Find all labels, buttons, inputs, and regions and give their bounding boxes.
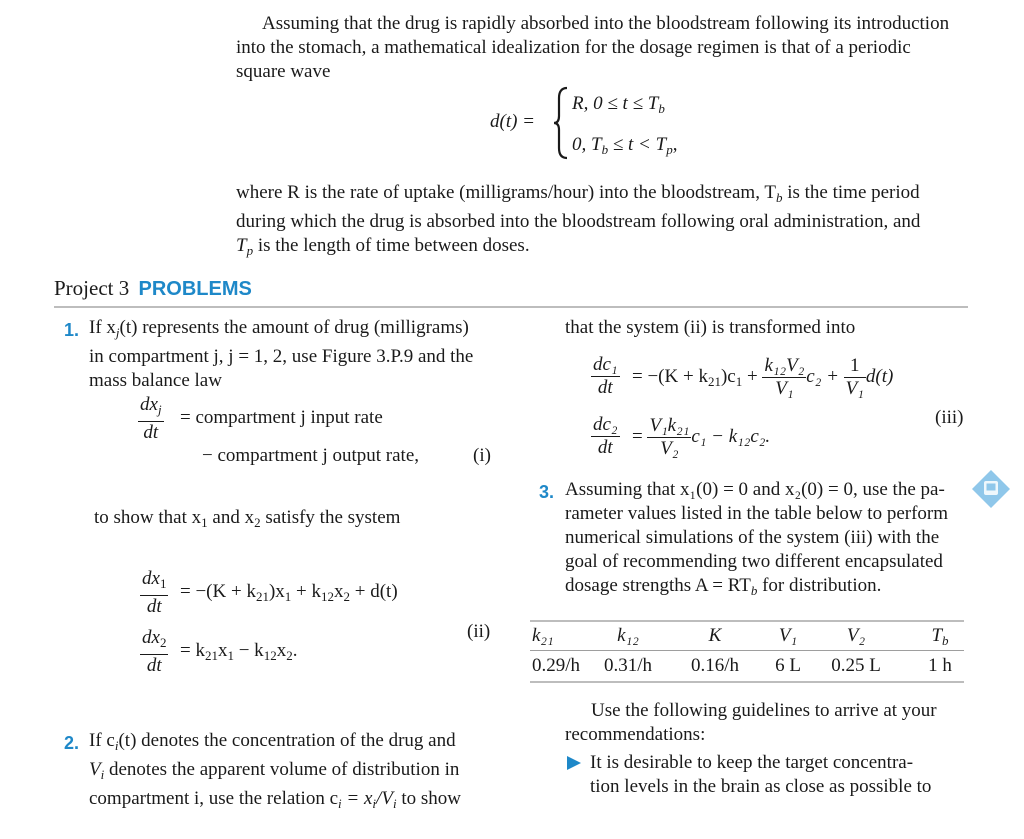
sys1-s2: 1 [284,589,292,604]
sys1-s1: 21 [255,589,269,604]
dt1: dt [597,377,613,398]
sys1-d: x [334,581,344,602]
guideline-bullet-1 [590,751,970,799]
case1-sub: b [658,101,665,116]
sys2-e: . [292,640,298,661]
p2-l3-s2: i [372,796,377,811]
dxj-dt-fraction [138,394,164,444]
dt2: dt [597,437,613,458]
iii1-a: = −(K + k [632,366,708,387]
iii1-frac2-num: 1 [844,355,866,378]
p2-l1-rest: (t) denotes the concentration of the drug and [118,730,456,751]
system-ii-frac-1: $\frac{dx_1}{dt}$ [142,568,167,617]
intro-line-1: Assuming that the drug is rapidly absorbed into the bloodstream following its introduction [262,13,950,34]
table-mid-rule [530,650,964,651]
sys1-s4: 2 [343,589,350,604]
mass-balance-rhs-2: − compartment j output rate, [202,445,420,466]
p3-l5-rest: for distribution. [757,575,882,596]
table-value-cell-0: 0.29/h [532,655,581,676]
sys2-c: − k [233,640,264,661]
where-line-3 [236,234,976,263]
p2-l2-sub: i [100,767,105,782]
problem-1-number: 1. [64,320,80,340]
iii1-d: c₂ + [806,366,839,387]
show-rest: satisfy the system [260,507,401,528]
sys1-b: )x [268,581,285,602]
case2-text: 0, T [572,134,602,155]
sys1-c: + k [291,581,321,602]
system-iii-eq-2: = $\frac{\text{V₁k₂₁}}{\text{V₂}}$ c₁ − k₁₂c₂. [632,415,771,460]
section-title: PROBLEMS [138,278,252,300]
table-value-cell-1: 0.31/h [603,655,653,676]
sys2-s2: 1 [227,648,234,663]
sys2-s3: 12 [263,648,277,663]
bullet-1-line-1: It is desirable to keep the target concentra- [590,752,914,773]
table-value-cell-2: 0.16/h [690,655,740,676]
intro-paragraph [236,12,968,84]
dc1: dc₁ [593,354,618,375]
p1-line-2: in compartment j, j = 1, 2, use Figure 3.P.9 and the [89,346,474,367]
system-iii-eq-1 [632,354,893,405]
p1-line-1 [89,316,493,345]
mass-balance-fraction [138,394,164,444]
guidelines-line-2: recommendations: [565,724,706,745]
dxj-den: dt [143,422,159,443]
problem-2-number: 2. [64,733,80,753]
p1-line-1-a: If x [89,317,116,338]
bullet-arrow-icon [566,755,582,771]
transformed-line: that the system (ii) is transformed into [565,317,856,338]
where-paragraph [236,181,976,263]
p2-l3-a: compartment i, use the relation c [89,788,339,809]
where-line-3-rest: is the length of time between doses. [253,235,530,256]
intro-line-2: into the stomach, a mathematical idealization for the dosage regimen is that of a periodic [236,37,911,58]
p2-line-1 [89,729,493,758]
p2-line-3 [89,787,493,816]
page-marker-icon[interactable] [971,469,1011,509]
show-sub2: 2 [254,515,261,530]
show-a: to show that x [94,507,202,528]
table-header-cell-2: K [708,625,722,646]
p3-line-4: goal of recommending two different encapsulated [565,551,943,572]
p2-l3-rest: to show [396,788,461,809]
bullet-1-line-2: tion levels in the brain as close as possible to [590,776,932,797]
p3-line-5 [565,574,969,603]
p2-l3-mid2: /V [376,788,393,809]
where-line-3-var: T [236,235,247,256]
iii1-frac-den: V₁ [775,378,794,400]
problem-3-text [565,478,969,603]
p1-line-1-sub: j [115,325,120,340]
problem-2-text [89,729,493,816]
p2-l1-a: If c [89,730,115,751]
table-value-cell-5: 1 h [928,655,952,676]
where-line-2: during which the drug is absorbed into the bloodstream following oral administration, and [236,211,921,232]
piecewise-brace-icon [552,86,572,160]
table-value-cell-4: 0.25 L [831,655,881,676]
table-bottom-rule [530,681,964,683]
p3-line-1: Assuming that x₁(0) = 0 and x₂(0) = 0, use the pa- [565,479,945,500]
p2-l3-s1: i [338,796,342,811]
eq-lhs: d(t) = [490,111,536,132]
case1-text: R, 0 ≤ t ≤ T [572,93,659,114]
section-divider [54,306,968,308]
iii1-frac-num: k₁₂V₂ [764,355,805,377]
case2-sub2: p [666,142,673,157]
section-heading [54,276,252,301]
sys2-b: x [217,640,228,661]
dosage-case-2: 0, $T_b \le t < T_p$, [572,134,678,157]
show-mid: and x [207,507,255,528]
p1-show-line [94,506,400,535]
p3-l5-sub: b [750,583,758,598]
system-ii-eq-2 [180,639,297,668]
sys2-a: = k [180,640,205,661]
equation-tag-i: (i) [473,445,491,466]
iii1-frac2-den: V₁ [845,378,864,400]
iii1-c: + [742,366,758,387]
system-iii-frac-2 [591,414,620,459]
p2-l3-s3: i [392,796,397,811]
sys2-s4: 2 [286,648,293,663]
p2-l2-rest: denotes the apparent volume of distribution in [104,759,460,780]
dxj-num: dx [140,394,158,415]
p1-line-3: mass balance law [89,370,222,391]
sys1-a: = −(K + k [180,581,256,602]
iii2-frac-num: V₁k₂₁ [649,415,690,437]
table-header-cell-0: k₂₁ [532,625,554,646]
sys1-s3: 12 [321,589,334,604]
dosage-case-1 [572,92,665,121]
case2-rest: ≤ t < T [608,134,667,155]
equation-tag-ii: (ii) [467,621,491,642]
p3-line-3: numerical simulations of the system (iii) with the [565,527,940,548]
p3-line-2: rameter values listed in the table below to perform [565,503,949,524]
sys2-d: x [276,640,287,661]
where-line-1-rest: is the time period [782,182,920,203]
where-line-1 [236,181,976,210]
sys2-s1: 21 [204,648,218,663]
p2-line-2 [89,758,493,787]
problem-3-number: 3. [539,482,555,502]
p1-line-1-rest: (t) represents the amount of drug (milligrams) [119,317,469,338]
iii1-e: d(t) [865,366,894,387]
iii2-frac-den: V₂ [660,438,679,460]
where-line-1-sub: b [775,190,783,205]
where-line-3-sub: p [246,243,254,258]
table-header-cell-1: k₁₂ [617,625,639,646]
sys1-e: + d(t) [350,581,398,602]
iii1-s2: 1 [735,374,743,389]
dxj-sub: j [157,402,162,417]
mass-balance-rhs-1: = compartment j input rate [180,407,383,428]
guidelines-line-1: Use the following guidelines to arrive at your [591,700,937,721]
problem-1-text [89,316,493,393]
guidelines [565,699,969,747]
p3-l5-a: dosage strengths A = RT [565,575,751,596]
equation-tag-iii: (iii) [935,407,964,428]
intro-line-3: square wave [236,61,331,82]
case2-sub: b [601,142,609,157]
show-sub1: 1 [201,515,208,530]
table-header-cell-3: V₁ [778,625,798,646]
system-ii-frac-2: $\frac{dx_2}{dt}$ [142,627,167,676]
iii2-rhs: c₁ − k₁₂c₂. [691,426,771,447]
table-top-rule [530,620,964,622]
dc2: dc₂ [593,414,618,435]
table-header-cell-5: $T_b$ [931,625,949,648]
table-header-cell-4: V₂ [846,625,866,646]
where-line-1-text: where R is the rate of uptake (milligrams/hour) into the bloodstream, T [236,182,776,203]
table-value-cell-3: 6 L [775,655,801,676]
iii1-s1: 21 [707,374,721,389]
system-ii-eq-1 [180,580,398,609]
section-prefix: Project 3 [54,276,130,300]
iii1-b: )c [720,366,736,387]
p2-l1-sub: i [114,738,119,753]
dosage-equation-lhs [490,110,535,134]
p2-l3-mid: = x [341,788,373,809]
system-iii-frac-1 [591,354,620,399]
p2-l2-var: V [89,759,101,780]
